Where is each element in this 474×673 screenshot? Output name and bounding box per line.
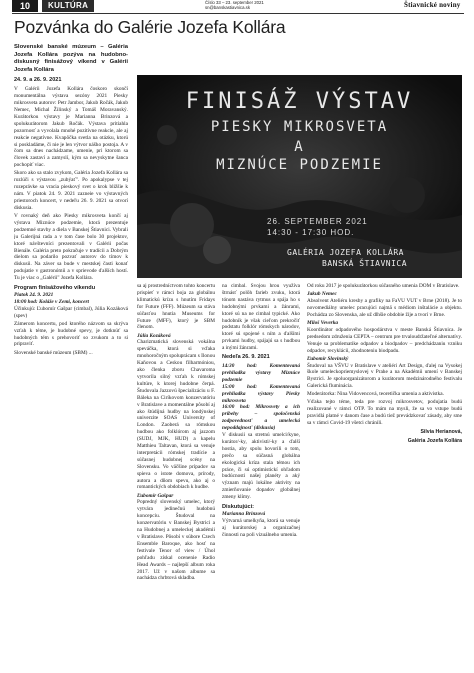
paragraph: Zámerom koncertu, pod ktorého názvom sa skrýva vzťah k téme, je hudobné spevy, je dotknúť sa hudobných tém s prehovoriť so zvukom a to si pripraviť. [14, 320, 128, 348]
person-heading: Ľubomír Slovinský [307, 355, 349, 362]
article-column-2 [137, 283, 215, 669]
paragraph: Študoval na VŠVU v Bratislave v ateliéri Art Design, ďalej na Vysokej škole umeleckopriemyslovej v Prahe a na Akadémii umení v Banskej Bystrici. Je spoluorganizátorom a kurátorom medzinárodného festivalu Galerická fluminácia. [307, 362, 462, 390]
paragraph: Slovenské banské múzeum (SBM) ... [14, 349, 93, 356]
poster-time: 14:30 - 17:30 HOD. [267, 228, 355, 237]
article-lead: Slovenské banské múzeum – Galéria Jozefa Kollára pozýva na hudobno-diskusný finisážový víkend v Galérii Jozefa Kollára [14, 44, 128, 73]
program-day: Nedeľa 26. 9. 2021 [222, 354, 270, 361]
author-name: Silvia Herianová, [420, 429, 462, 436]
paragraph: Absolvent Ateliéru kresby a grafiky na FaVU VUT v Brne (2018). Je to novomediálny umelec pracujúci najmä s médiom inštalácie a objektu. Pochádza zo Slovenska, ale už dlhšie obdobie žije a tvorí v Brne. [307, 298, 462, 318]
issue-line-2: sn@banskastiavnica.sk [205, 5, 250, 10]
person-heading: Miloš Veverka [307, 319, 339, 326]
paragraph: V diskusii sa stretnú umelci/kyne, kurátor/-ky, aktivisti/-ky a ďalší hostia, aby spolu hovorili o tom, prečo sa súčasná globálna ekologická kríza stala témou ich práce, či sú optimistickí ohľadom budúcnosti našej planéty a aký význam majú lokálne aktivity na zmierňovanie dopadov globálnej zmeny klímy. [222, 432, 300, 501]
poster-exhibition-1: PIESKY MIKROSVETA [210, 119, 389, 135]
paragraph: Od roku 2017 je spolukurátorkou súčasného umenia DOM v Bratislave. [307, 283, 460, 289]
header-rule [12, 13, 464, 14]
person-heading: Ľubomír Gašpar [137, 492, 174, 499]
event-poster [137, 75, 462, 278]
paragraph: Popredný slovenský umelec, ktorý vytvára jedinečnú hudobnú koncepciu. Študoval na konzervatóriu v Banskej Bystrici a na Hudobnej a umeleckej akadémii v Bratislave. Pôsobí v súbore Czech Ensemble Baroque, ako hosť na festivale Tenor of view / Úhol pohľadu získal ocenenie Radio Head Awards – najlepší album roka 2017. Už v našom albume sa nachádza chrbtová skladba. [137, 499, 215, 582]
program-item: 18:00 hod: Koláže v Zemi, koncert [14, 298, 90, 305]
paragraph: Koordinátor odpadového hospodárstva v meste Banská Štiavnica. Je predsedom združenia CEPTA – centrum pre trvaloudržateľné alternatívy. Venuje sa problematike odpadov a biodpadov – predchádzaniu vzniku odpadov, recyklácii, zhodnoteniu biodpadu. [307, 326, 462, 354]
program-item: 16:00 hod: Mikrosvety a ich príbehy – spoločenská zodpovednosť a umelecká nepoddajnosť (diskusia) [222, 404, 300, 432]
newspaper-masthead: Štiavnické noviny [404, 1, 461, 9]
program-day: Piatok 24. 9. 2021 [14, 291, 54, 298]
paragraph: na cimbal. Svojou hrou využíva štrnásť polôh farieb zvuku, ktorá tónom nastáva rytmus a spája ho s hudobnými prvkami a žánrami, ktoré sú na ne cimbal typické. Ako hudobník je však cieľom prekročiť podstatu folklór rómskych národov, ktoré sú spojené s ním a ďalšími prvkami hudby, spájajú sa s hudbou a inými žánrami. [222, 283, 300, 352]
article-column-1 [14, 44, 128, 669]
paragraph: Účinkujú: Ľubomír Gašpar (cimbal), Júlia Kozáková (spev) [14, 305, 128, 319]
paragraph: Výtvarná umelkyňa, ktorá sa venuje aj kurátorskej a organizačnej činnosti na poli vizuálneho umenia. [222, 517, 300, 538]
program-heading: Program finisážového víkendu [14, 285, 96, 292]
article-title: Pozvánka do Galérie Jozefa Kollára [14, 17, 286, 37]
paragraph: Moderátorka: Nina Vidovencová, teoretička umenia a aktivistka. [307, 391, 444, 398]
paragraph: V Galérii Jozefa Kollára čoskoro skončí monumentálna výstava sezóny 2021 Piesky mikrosveta autorov: Petr Jambor, Jakub Ročák, Jakub Nemec, Michal Žilinský a Tomáš Moravanský. Kurátorkou výstavy je Marianna Brinzová a spolukurátorom Jakub Ročák. Výstava pritiahla pozornosť a vyvolala mnohé pozitívne reakcie, ale aj reakcie negatívne. Kvapôčka svetla na otázku, ktorú si poskladáme, či nie je len výtvor nášho postoja. A v čom sa dnes nachádzame, umenie, pri ktorom sa človek zastaví a zamyslí, kým sa nevyskytne šanca pochopiť viac. [14, 86, 128, 169]
program-item: 15:00 hod: Komentovaná prehliadka výstavy Piesky mikrosveta [222, 383, 300, 404]
paragraph: Vďaka tejto téme, teda pre rozvoj mikrosvetov, podujatia budú realizované v rámci OTP. To mám na mysli, že sa vo vstupe budú pravidlá platné v danom čase a budú tiež prevádzkovať zásady, aby sme sa v rámci Covid-19 všetci chránili. [307, 399, 462, 427]
article-column-3 [222, 283, 300, 669]
article-dateline: 24. 9. a 26. 9. 2021 [14, 77, 62, 84]
poster-exhibition-2: MIZNÚCE PODZEMIE [216, 157, 383, 173]
article-column-4 [307, 283, 462, 669]
paragraph: Skoro ako sa stalo zvykom, Galéria Jozefa Kollára sa rozlúči s výstavou „zubýať". Po apokalypse v tej rozeprávke sa vracia pieskový svet o krok bližšie k nám. V piatok 24. 9. 2021 zazneie vo výstavných priestoroch koncert, v nedeľu 26. 9. 2021 sa otvorí diskusia. [14, 170, 128, 211]
paragraph: V rovnaký deň ako Piesky mikrosveta končí aj výstava Miznúce podzemie, ktorá prezentuje podzemné stavby a diela v Banskej Štiavnici. Vybrali ju Galerijná rada a v tom čase bolo 30 projektov, ktoré návštevníci prezentovali v Galérii počas Bienále. Galéria preto pokračuje v tradícii a Dobrým dielom sa podarilo pozvať autorov do tímov k diskusii. Na záver sa bude v mestskej časti konať podujatie v gastronómii a v sprievode ďalších hostí. Tu je viac o „Galérii" Jozefa Kollára. [14, 212, 128, 282]
person-heading: Júlia Kozáková [137, 332, 171, 339]
panelists-heading: Diskutujúci: [222, 504, 255, 511]
program-item: 14:30 hod: Komentovaná prehliadka výstavy Miznúce podzemie [222, 362, 300, 383]
poster-city: BANSKÁ ŠTIAVNICA [322, 259, 408, 268]
author-organization: Galéria Jozefa Kollára [407, 437, 462, 444]
paragraph: Charizmatická slovenská vokálna speváčka, ktorá si vďaka mnohoročným spoluprácam s Ilonou Kaňovou a Ceskou filharmóniou, ako členka zboru Chavaroma vytvorila silný vzťah k rómskej kultúre, k ktorej hudobne čerpá. Študovala Jazzovú špecializáciu u F. Báleka na Ciríkovom konzervatóriu v Bratislave a momentálne pôsobí aj ako štúdijná hudby na londýnskej univerzite SOAS University of London. Zaoberá sa rómskou hudbou ako folklórom aj jazzom (SUDJ, MJK, HUD) a kapelu Matthieu Taltavan, ktorá sa venuje interpretácii rómskej tradície a súčasnej hudobnej scény na Slovensku. Vo väčšine prípadov sa spieva o istote domova, prírody, autora a dňom spevu, ako aj o romantických obdobiach k hudbe. [137, 339, 215, 491]
section-label: KULTÚRA [42, 0, 94, 12]
poster-venue: GALÉRIA JOZEFA KOLLÁRA [287, 248, 404, 257]
person-heading: Jakub Nemec [307, 291, 337, 298]
poster-title: FINISÁŽ VÝSTAV [185, 89, 414, 114]
poster-date: 26. SEPTEMBER 2021 [267, 217, 368, 226]
paragraph: sa aj prostredníctvom tohto koncertu prispieť v rámci boja za globálnu klimatickú krízu s hnutím Fridays for Future (FFF). Múzeum sa stáva súčasťou hnutia Museums for Future (MFF), ktorý je SBM členom. [137, 283, 215, 331]
issue-info [205, 0, 264, 10]
issue-line-1: Číslo 33 – 23. september 2021 [205, 0, 264, 5]
poster-conjunction: A [294, 139, 305, 155]
page-number: 10 [12, 0, 38, 12]
person-heading: Marianna Brinzová [222, 511, 266, 517]
